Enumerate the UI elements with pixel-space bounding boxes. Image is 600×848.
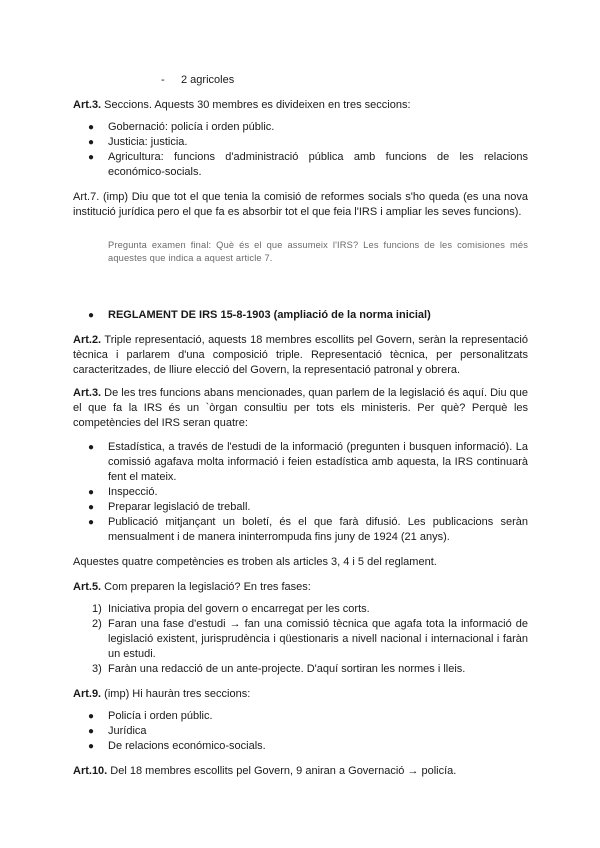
list-item-text: Inspecció. [108, 485, 158, 498]
list-item-text: Publicació mitjançant un boletí, és el que farà difusió. Les publicacions seràn mensualment i de manera ininterrompuda fins juny de 1924 (21 anys). [108, 515, 528, 543]
list-item [73, 120, 528, 135]
bullet-icon: ● [88, 501, 95, 513]
bullet-icon: ● [88, 137, 95, 148]
bullet-icon: ● [88, 309, 95, 321]
list-item-text: Faràn una redacció de un ante-projecte. D'aquí sortiran les normes i lleis. [108, 662, 466, 675]
list-item-text: Jurídica [108, 724, 147, 737]
list-item-text: Iniciativa propia del govern o encarregat per les corts. [108, 602, 370, 615]
list-item-text: Estadística, a través de l'estudi de la informació (pregunten i busquen informació). La comissió agafava molta informació i feien estadística amb aquesta, la IRS continuarà fent el mateix. [108, 440, 528, 483]
article-label: Art.9. [73, 687, 102, 700]
art9-sections-list [73, 709, 528, 754]
article-text: Del 18 membres escollits pel Govern, 9 aniran a Governació → policía. [107, 764, 457, 777]
list-item [73, 602, 528, 617]
dash-marker: - [161, 74, 165, 86]
article-text: Com preparen la legislació? En tres fases: [101, 580, 311, 593]
list-item-text: Faran una fase d'estudi → fan una comissió tècnica que agafa tota la informació de legislació existent, jurisprudència i qüestionaris a nivell nacional i internacional i faràn un estudi. [108, 617, 528, 660]
art7-paragraph: Art.7. (imp) Diu que tot el que tenia la comisió de reformes socials s'ho queda (es una nova institució jurídica pero el que fa es absorbir tot el que feia l'IRS i ampliar les seves funcions). [73, 191, 528, 218]
list-item [73, 662, 528, 677]
list-item-text: Preparar legislació de treball. [108, 500, 251, 513]
list-item [73, 739, 528, 754]
list-item [73, 515, 528, 545]
heading-text: REGLAMENT DE IRS 15-8-1903 (ampliació de la norma inicial) [108, 308, 431, 321]
art2-paragraph [73, 333, 528, 378]
list-number: 1) [92, 602, 102, 615]
document-page [73, 66, 528, 779]
list-item [73, 440, 528, 485]
list-number: 3) [92, 662, 102, 675]
article-text: (imp) Hi hauràn tres seccions: [101, 687, 251, 700]
list-item [73, 485, 528, 500]
list-item [73, 73, 528, 88]
list-item-text: De relacions económico-socials. [108, 739, 266, 752]
list-item-text: Policía i orden públic. [108, 709, 213, 722]
competencies-note: Aquestes quatre competències es troben als articles 3, 4 i 5 del reglament. [73, 555, 437, 568]
bullet-icon: ● [88, 441, 95, 453]
bullet-icon: ● [88, 725, 95, 737]
article-text: Triple representació, aquests 18 membres escollits pel Govern, seràn la representació tècnica i parlarem d'una composició triple. Representació tècnica, per personalitzats caracteritzades, de lliure elecció del Govern, la representació patronal y obrera. [73, 333, 528, 376]
art9-paragraph [73, 687, 528, 702]
list-item-text: 2 agricoles [181, 74, 235, 86]
list-item [73, 617, 528, 662]
list-item [73, 724, 528, 739]
art3-paragraph [73, 98, 528, 113]
list-item [73, 135, 528, 150]
list-item [73, 150, 528, 180]
art5-paragraph [73, 580, 528, 595]
competencies-list [73, 440, 528, 545]
article-label: Art.10. [73, 764, 108, 777]
phases-list [73, 602, 528, 677]
list-item [73, 709, 528, 724]
article-text: Seccions. Aquests 30 membres es divideixen en tres seccions: [101, 99, 411, 111]
list-item-text: Agricultura: funcions d'administració pública amb funcions de les relacions económico-socials. [108, 151, 528, 178]
bullet-icon: ● [88, 516, 95, 528]
bullet-icon: ● [88, 740, 95, 752]
article-text: De les tres funcions abans mencionades, quan parlem de la legislació és aquí. Diu que el que fa la IRS és un `òrgan consultiu per tots els ministeris. Per què? Perquè les competències del IRS seran quatre: [73, 386, 528, 429]
list-item-text: Justicia: justicia. [108, 136, 188, 148]
art3-competencies-paragraph [73, 386, 528, 431]
list-item [73, 500, 528, 515]
art10-paragraph [73, 764, 528, 779]
bullet-icon: ● [88, 486, 95, 498]
article-label: Art.2. [73, 333, 102, 346]
bullet-icon: ● [88, 122, 95, 133]
article-label: Art.3. [73, 386, 102, 399]
bullet-icon: ● [88, 152, 95, 163]
bullet-icon: ● [88, 710, 95, 722]
list-number: 2) [92, 617, 102, 630]
article-label: Art.3. [73, 99, 102, 111]
sections-list [73, 120, 528, 180]
exam-note: Pregunta examen final: Què és el que assumeix l'IRS? Les funcions de les comisiones més aquestes que indica a aquest article 7. [108, 240, 528, 264]
article-label: Art.5. [73, 580, 102, 593]
list-item-text: Gobernació: policía i orden públic. [108, 121, 275, 133]
section-heading [73, 308, 528, 323]
